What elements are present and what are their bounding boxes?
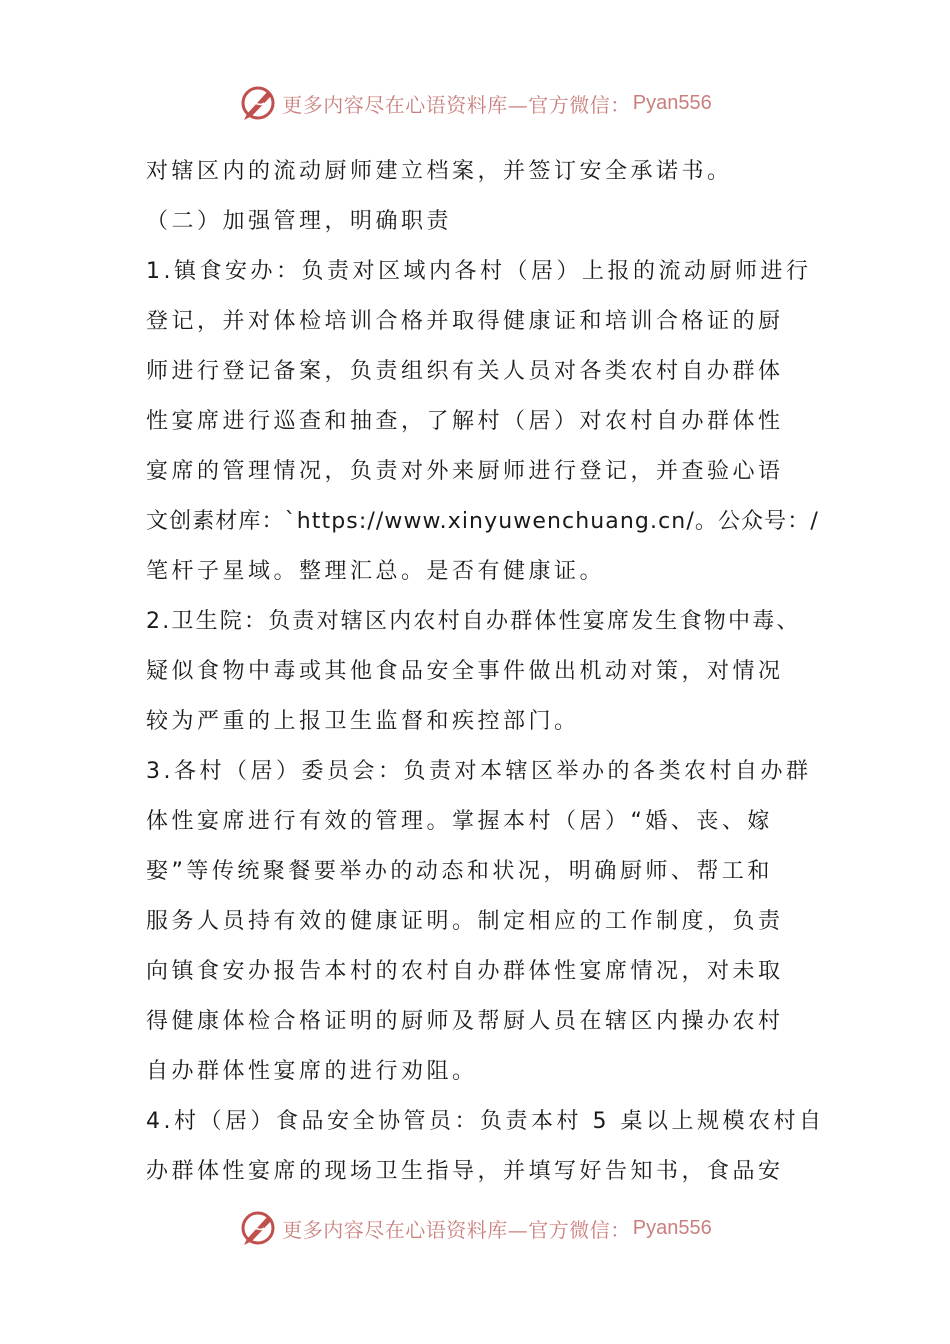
paragraph-line: 4.村（居）食品安全协管员：负责本村 5 桌以上规模农村自 bbox=[146, 1109, 825, 1134]
header-watermark-id: Pyan556 bbox=[632, 91, 712, 114]
paragraph-line: 2.卫生院：负责对辖区内农村自办群体性宴席发生食物中毒、 bbox=[146, 609, 801, 634]
paragraph-line: 登记，并对体检培训合格并取得健康证和培训合格证的厨 bbox=[146, 309, 784, 334]
paragraph-line: 笔杆子星域。整理汇总。是否有健康证。 bbox=[146, 559, 606, 584]
footer-watermark bbox=[0, 1203, 950, 1253]
paragraph-line: 3.各村（居）委员会：负责对本辖区举办的各类农村自办群 bbox=[146, 759, 812, 784]
paragraph-line: 办群体性宴席的现场卫生指导，并填写好告知书，食品安 bbox=[146, 1159, 784, 1184]
header-watermark bbox=[0, 78, 950, 128]
paragraph-line: 自办群体性宴席的进行劝阻。 bbox=[146, 1059, 478, 1084]
paragraph-line: 性宴席进行巡查和抽查，了解村（居）对农村自办群体性 bbox=[146, 409, 784, 434]
paragraph-line: 得健康体检合格证明的厨师及帮厨人员在辖区内操办农村 bbox=[146, 1009, 784, 1034]
paragraph-line: 服务人员持有效的健康证明。制定相应的工作制度，负责 bbox=[146, 909, 784, 934]
paragraph-line: 疑似食物中毒或其他食品安全事件做出机动对策，对情况 bbox=[146, 659, 784, 684]
paragraph-line: 娶”等传统聚餐要举办的动态和状况，明确厨师、帮工和 bbox=[146, 859, 773, 884]
paragraph-line: 较为严重的上报卫生监督和疾控部门。 bbox=[146, 709, 580, 734]
paragraph-line: 师进行登记备案，负责组织有关人员对各类农村自办群体 bbox=[146, 359, 784, 384]
document-body bbox=[146, 147, 825, 1197]
footer-watermark-id: Pyan556 bbox=[632, 1216, 712, 1239]
paragraph-line: 体性宴席进行有效的管理。掌握本村（居）“婚、丧、嫁 bbox=[146, 809, 773, 834]
paragraph-line: 1.镇食安办：负责对区域内各村（居）上报的流动厨师进行 bbox=[146, 259, 812, 284]
paragraph-line: 对辖区内的流动厨师建立档案，并签订安全承诺书。 bbox=[146, 159, 733, 184]
header-watermark-text: 更多内容尽在心语资料库—官方微信： bbox=[282, 92, 631, 117]
paragraph-line-url: 文创素材库：`https://www.xinyuwenchuang.cn/。公众号：/ bbox=[146, 509, 819, 534]
footer-watermark-text: 更多内容尽在心语资料库—官方微信： bbox=[282, 1217, 631, 1242]
section-heading: （二）加强管理，明确职责 bbox=[146, 209, 453, 234]
pen-logo-icon bbox=[238, 1208, 278, 1248]
paragraph-line: 向镇食安办报告本村的农村自办群体性宴席情况，对未取 bbox=[146, 959, 784, 984]
paragraph-line: 宴席的管理情况，负责对外来厨师进行登记，并查验心语 bbox=[146, 459, 784, 484]
pen-logo-icon bbox=[238, 83, 278, 123]
